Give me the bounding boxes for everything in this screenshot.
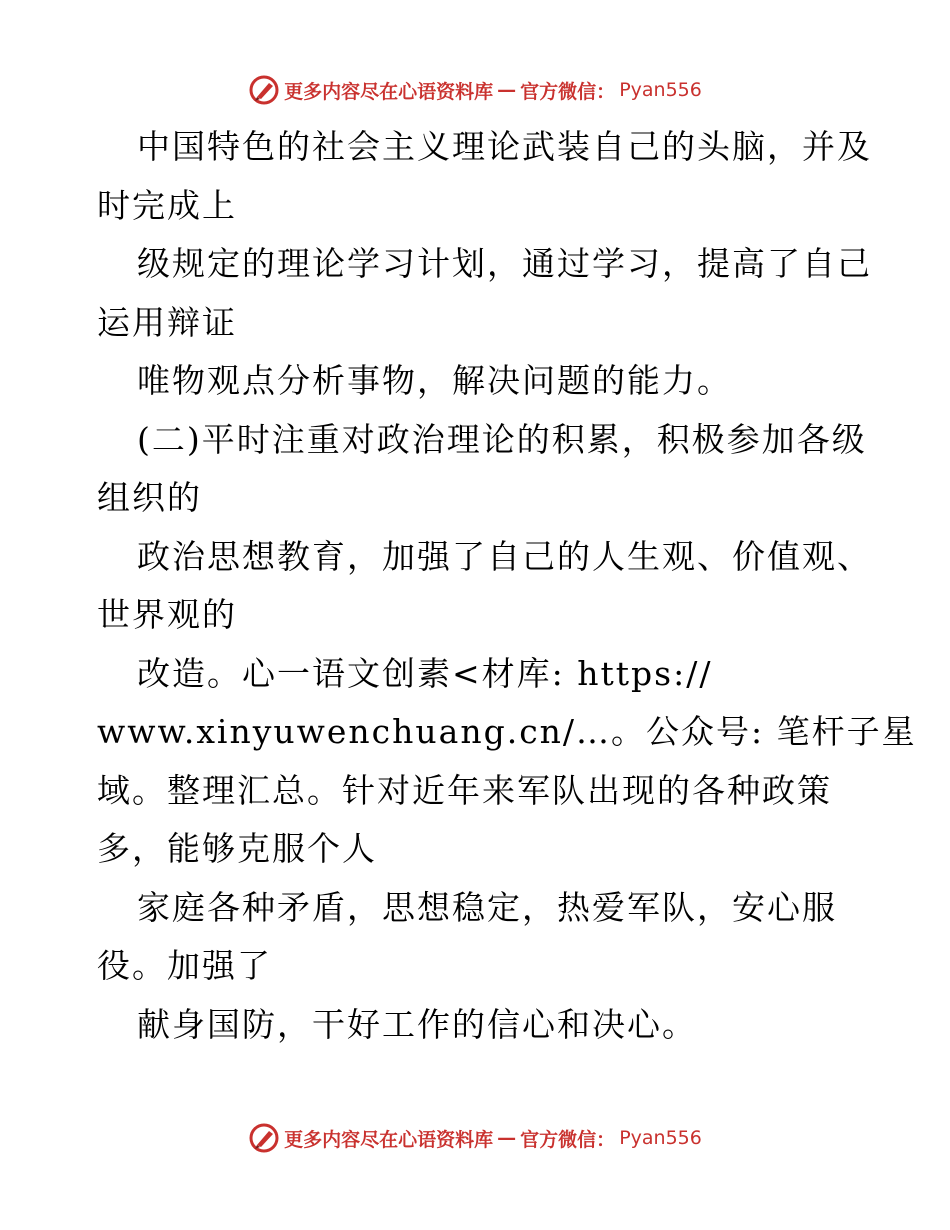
text-line: 域。整理汇总。针对近年来军队出现的各种政策 — [97, 770, 832, 810]
header-banner — [0, 70, 950, 110]
wechat-label: 官方微信： — [520, 80, 616, 103]
text-line: 政治思想教育，加强了自己的人生观、价值观、 — [137, 536, 872, 576]
promo-text: 更多内容尽在心语资料库 — [284, 1128, 494, 1151]
wechat-label: 官方微信： — [520, 1128, 616, 1151]
text-line: (二)平时注重对政治理论的积累，积极参加各级 — [137, 419, 867, 459]
text-line: 时完成上 — [97, 185, 237, 225]
text-line: 世界观的 — [97, 595, 237, 634]
wechat-id: Pyan556 — [619, 1127, 702, 1149]
text-line: 唯物观点分析事物，解决问题的能力。 — [137, 361, 732, 400]
pen-logo-icon — [248, 74, 280, 106]
promo-banner — [248, 74, 702, 106]
text-line: 多，能够克服个人 — [97, 829, 377, 868]
wechat-id: Pyan556 — [619, 79, 702, 101]
text-line: 家庭各种矛盾，思想稳定，热爱军队，安心服 — [137, 887, 837, 927]
text-line: 改造。心一语文创素<材库: https:// — [137, 653, 713, 693]
promo-text: 更多内容尽在心语资料库 — [284, 80, 494, 103]
promo-separator: — — [497, 1127, 517, 1149]
footer-banner — [0, 1118, 950, 1158]
text-line: 级规定的理论学习计划，通过学习，提高了自己 — [137, 244, 872, 283]
text-line: 组织的 — [97, 478, 202, 517]
pen-logo-icon — [248, 1122, 280, 1154]
text-line: 献身国防，干好工作的信心和决心。 — [137, 1004, 697, 1044]
promo-separator: — — [497, 79, 517, 101]
promo-banner-footer — [248, 1122, 702, 1154]
document-body — [97, 118, 917, 1054]
text-line: 役。加强了 — [97, 946, 272, 985]
text-line: www.xinyuwenchuang.cn/…。公众号: 笔杆子星 — [97, 712, 917, 751]
text-line: 运用辩证 — [97, 302, 237, 342]
text-line: 中国特色的社会主义理论武装自己的头脑，并及 — [137, 127, 872, 166]
